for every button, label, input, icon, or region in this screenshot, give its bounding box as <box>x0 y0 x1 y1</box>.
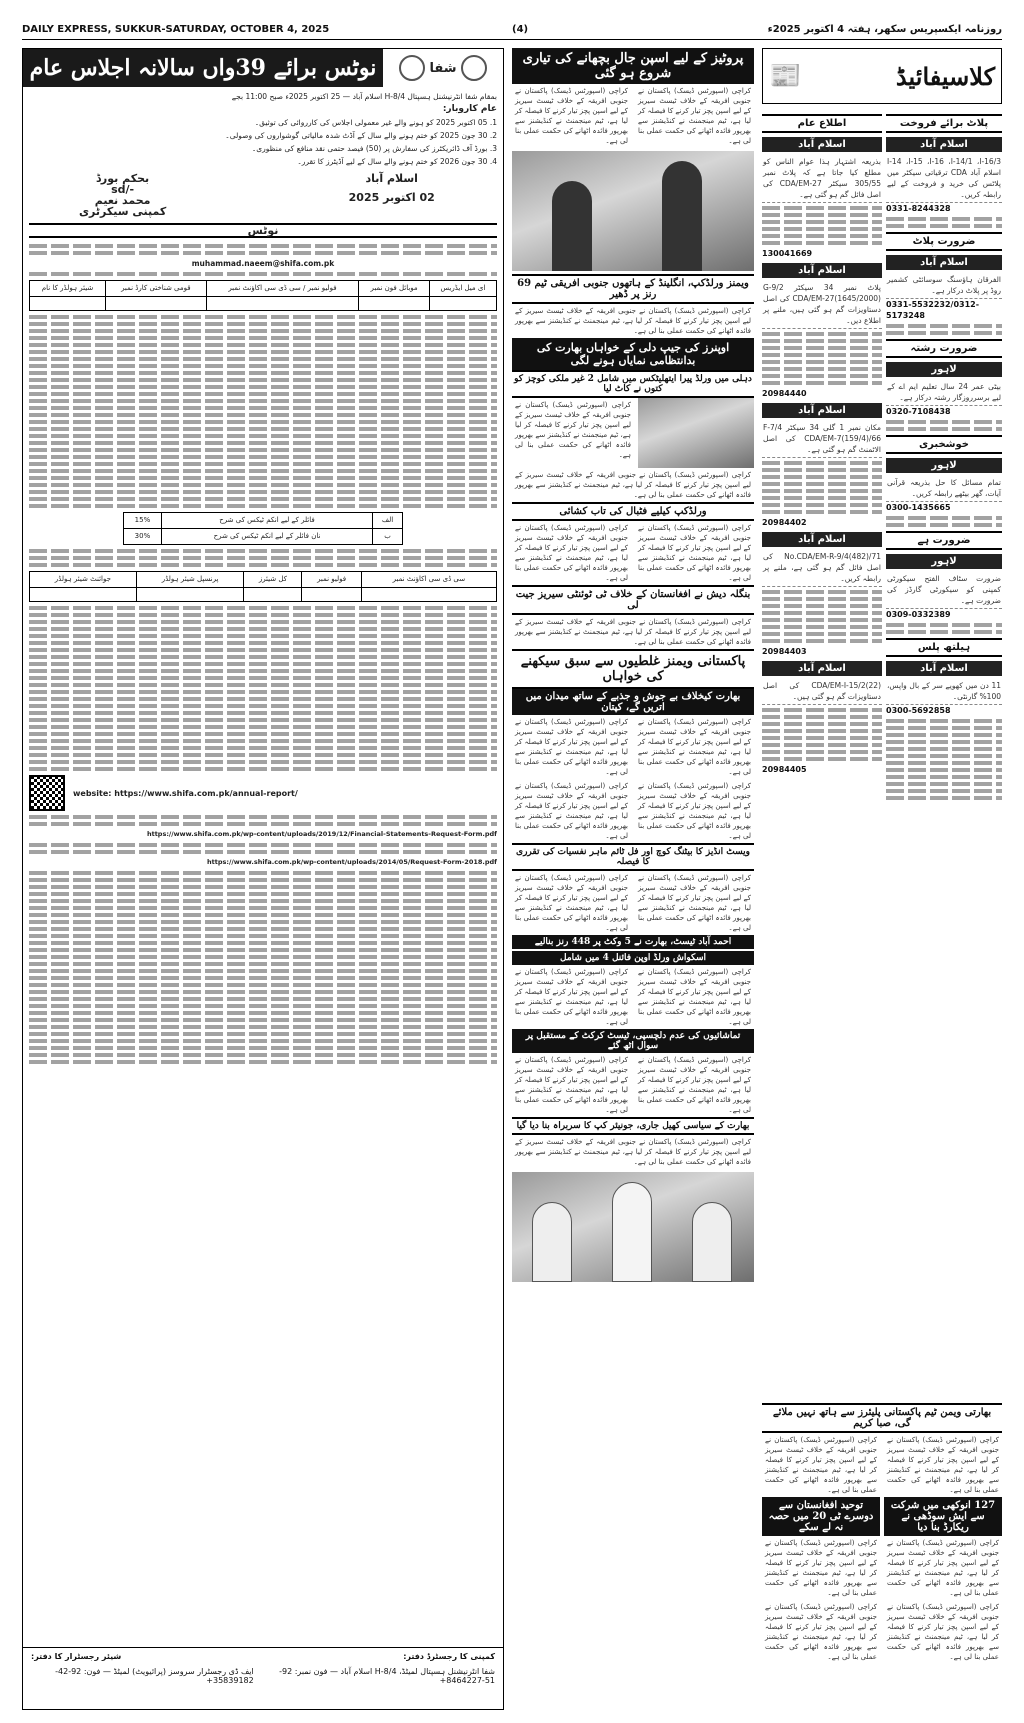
meeting-line: بمقام شفا انٹرنیشنل ہسپتال H-8/4 اسلام آباد — 25 اکتوبر 2025ء صبح 11:00 بجے <box>231 92 497 101</box>
rate-key: ب <box>372 529 403 545</box>
section-city: اسلام آباد <box>886 661 1002 676</box>
article-body: کراچی (اسپورٹس ڈیسک) پاکستان نے جنوبی افریقہ کے خلاف ٹیسٹ سیریز کے لیے اسپن پچز تیار کرنے کا فیصلہ کر لیا ہے، ٹیم مینجمنٹ نے کنڈیشنز سے بھرپور فائدہ اٹھانے کی حکمت عملی بنا لی ہے۔ <box>515 718 628 776</box>
table-header: فولیو نمبر / سی ڈی سی اکاؤنٹ نمبر <box>206 281 359 297</box>
section-title: ہیلتھ پلس <box>886 638 1002 657</box>
ad-text: 11 دن میں کھویے سر کے بال واپس، 100% گارنٹی۔ <box>886 678 1002 705</box>
ad-text: I-14 ،I-15 ،I-16 ،I-14/1 ،I-16/3 اسلام آباد CDA ترقیاتی سیکٹر میں پلاٹس کی خرید و فروخت کے لیے رابطہ کریں۔ <box>886 154 1002 203</box>
ad-phone: 20984402 <box>762 518 807 527</box>
article-body: کراچی (اسپورٹس ڈیسک) پاکستان نے جنوبی افریقہ کے خلاف ٹیسٹ سیریز کے لیے اسپن پچز تیار کرنے کا فیصلہ کر لیا ہے، ٹیم مینجمنٹ نے کنڈیشنز سے بھرپور فائدہ اٹھانے کی حکمت عملی بنا لی ہے۔ <box>765 1603 877 1661</box>
masthead-right: روزنامہ ایکسپریس سکھر، ہفتہ 4 اکتوبر 2025ء <box>767 24 1002 35</box>
notice-date: 02 اکتوبر 2025 <box>348 191 435 204</box>
article-body: کراچی (اسپورٹس ڈیسک) پاکستان نے جنوبی افریقہ کے خلاف ٹیسٹ سیریز کے لیے اسپن پچز تیار کرنے کا فیصلہ کر لیا ہے، ٹیم مینجمنٹ نے کنڈیشنز سے بھرپور فائدہ اٹھانے کی حکمت عملی بنا لی ہے۔ <box>515 968 628 1026</box>
headline: اسکواش ورلڈ اوپن فائنل 4 میں شامل <box>512 951 754 965</box>
registrar-head: شیئر رجسٹرار کا دفتر: <box>31 1652 122 1661</box>
section-city: اسلام آباد <box>762 661 882 676</box>
section-title: ضرورت رشتہ <box>886 339 1002 358</box>
ad-phone: 0300-1435665 <box>886 503 951 512</box>
ad-phone: 0309-0332389 <box>886 610 951 619</box>
ad-text: تمام مسائل کا حل بذریعہ قرآنی آیات، گھر بیٹھے رابطہ کریں۔ <box>886 475 1002 502</box>
rate-value: 15% <box>123 513 162 529</box>
joint-holder-table <box>29 571 497 602</box>
agm-notice <box>22 48 504 1710</box>
article-body: کراچی (اسپورٹس ڈیسک) پاکستان نے جنوبی افریقہ کے خلاف ٹیسٹ سیریز کے لیے اسپن پچز تیار کرنے کا فیصلہ کر لیا ہے، ٹیم مینجمنٹ نے کنڈیشنز سے بھرپور فائدہ اٹھانے کی حکمت عملی بنا لی ہے۔ <box>515 307 751 335</box>
secretary-title: کمپنی سیکرٹری <box>78 205 167 218</box>
notice-footer <box>23 1647 503 1709</box>
headline: بنگلہ دیش نے افغانستان کے خلاف ٹی ٹوئنٹی سیریز جیت لی <box>512 585 754 615</box>
agenda-item: 4. 30 جون 2026 کو ختم ہونے والے سال کے لیے آڈیٹرز کا تقرر۔ <box>297 157 497 166</box>
article-body: کراچی (اسپورٹس ڈیسک) پاکستان نے جنوبی افریقہ کے خلاف ٹیسٹ سیریز کے لیے اسپن پچز تیار کرنے کا فیصلہ کر لیا ہے، ٹیم مینجمنٹ نے کنڈیشنز سے بھرپور فائدہ اٹھانے کی حکمت عملی بنا لی ہے۔ <box>887 1436 999 1494</box>
headline: توحید افغانستان سے دوسرے ٹی 20 میں حصہ نہ لے سکے <box>762 1497 880 1536</box>
article-body: کراچی (اسپورٹس ڈیسک) پاکستان نے جنوبی افریقہ کے خلاف ٹیسٹ سیریز کے لیے اسپن پچز تیار کرنے کا فیصلہ کر لیا ہے، ٹیم مینجمنٹ نے کنڈیشنز سے بھرپور فائدہ اٹھانے کی حکمت عملی بنا لی ہے۔ <box>887 1603 999 1661</box>
article-body: کراچی (اسپورٹس ڈیسک) پاکستان نے جنوبی افریقہ کے خلاف ٹیسٹ سیریز کے لیے اسپن پچز تیار کرنے کا فیصلہ کر لیا ہے، ٹیم مینجمنٹ نے کنڈیشنز سے بھرپور فائدہ اٹھانے کی حکمت عملی بنا لی ہے۔ <box>765 1436 877 1494</box>
section-title: ضرورت پلاٹ <box>886 232 1002 251</box>
notice-title: نوٹس برائے 39واں سالانہ اجلاس عام <box>29 55 377 81</box>
ad-phone: 0331-8244328 <box>886 204 951 213</box>
headline: ویسٹ انڈیز کا بیٹنگ کوچ اور فل ٹائم ماہر نفسیات کی تقرری کا فیصلہ <box>512 843 754 871</box>
globe-icon <box>399 55 425 81</box>
section-city: لاہور <box>886 458 1002 473</box>
seal-icon <box>461 55 487 81</box>
masthead-left: DAILY EXPRESS, SUKKUR-SATURDAY, OCTOBER 4, 2025 <box>22 24 330 35</box>
table-header: جوائنٹ شیئر ہولڈر <box>30 572 137 588</box>
headline: اوپنرز کی جیپ دلی کے خواہاں بھارت کی بدانتظامی نمایاں ہونے لگی <box>512 338 754 370</box>
place: اسلام آباد <box>365 172 418 185</box>
ad-text: پلاٹ نمبر 34 سیکٹر G-9/2 CDA/EM-27(1645/2000) کی اصل دستاویزات گم ہو گئی ہیں، ملنے پر اطلاع دیں۔ <box>762 280 882 329</box>
section-title: پلاٹ برائے فروخت <box>886 114 1002 133</box>
qr-code[interactable] <box>29 775 65 811</box>
secretary-name: محمد نعیم <box>94 194 151 207</box>
headline: تماشائیوں کی عدم دلچسپی، ٹیسٹ کرکٹ کے مستقبل پر سوال اٹھ گئے <box>512 1029 754 1053</box>
agenda-head: عام کاروبار: <box>442 104 497 114</box>
section-city: لاہور <box>886 554 1002 569</box>
section-title: ضرورت ہے <box>886 531 1002 550</box>
rate-label: نان فائلر کے لیے انکم ٹیکس کی شرح <box>162 529 372 545</box>
section-title: خوشخبری <box>886 435 1002 454</box>
rate-key: الف <box>372 513 403 529</box>
registered-office: شفا انٹرنیشنل ہسپتال لمیٹڈ، H-8/4 اسلام آباد — فون نمبر: 92-51-8464227+ <box>279 1667 495 1685</box>
ad-phone: 20984440 <box>762 389 807 398</box>
article-body: کراچی (اسپورٹس ڈیسک) پاکستان نے جنوبی افریقہ کے خلاف ٹیسٹ سیریز کے لیے اسپن پچز تیار کرنے کا فیصلہ کر لیا ہے، ٹیم مینجمنٹ نے کنڈیشنز سے بھرپور فائدہ اٹھانے کی حکمت عملی بنا لی ہے۔ <box>515 401 631 459</box>
article-body: کراچی (اسپورٹس ڈیسک) پاکستان نے جنوبی افریقہ کے خلاف ٹیسٹ سیریز کے لیے اسپن پچز تیار کرنے کا فیصلہ کر لیا ہے، ٹیم مینجمنٹ نے کنڈیشنز سے بھرپور فائدہ اٹھانے کی حکمت عملی بنا لی ہے۔ <box>515 618 751 646</box>
secretary-email[interactable]: muhammad.naeem@shifa.com.pk <box>191 259 335 268</box>
ad-text: بیٹی عمر 24 سال تعلیم ایم اے کے لیے برسرروزگار رشتہ درکار ہے۔ <box>886 379 1002 406</box>
ad-phone: 20984403 <box>762 647 807 656</box>
shareholder-info-table <box>29 280 497 311</box>
dog-photo <box>638 398 754 468</box>
by-order: بحکم بورڈ <box>96 172 150 185</box>
rate-label: فائلر کے لیے انکم ٹیکس کی شرح <box>162 513 372 529</box>
article-body: کراچی (اسپورٹس ڈیسک) پاکستان نے جنوبی افریقہ کے خلاف ٹیسٹ سیریز کے لیے اسپن پچز تیار کرنے کا فیصلہ کر لیا ہے، ٹیم مینجمنٹ نے کنڈیشنز سے بھرپور فائدہ اٹھانے کی حکمت عملی بنا لی ہے۔ <box>638 524 751 582</box>
form-link[interactable]: https://www.shifa.com.pk/wp-content/uploads/2019/12/Financial-Statements-Request-Form.pdf <box>146 830 497 838</box>
newspaper-icon: 📰 <box>769 61 802 91</box>
agenda-item: 1. 05 اکتوبر 2025 کو ہونے والے غیر معمولی اجلاس کی کارروائی کی توثیق۔ <box>254 118 497 127</box>
classified-title: کلاسیفائیڈ <box>895 61 995 91</box>
article-body: کراچی (اسپورٹس ڈیسک) پاکستان نے جنوبی افریقہ کے خلاف ٹیسٹ سیریز کے لیے اسپن پچز تیار کرنے کا فیصلہ کر لیا ہے، ٹیم مینجمنٹ نے کنڈیشنز سے بھرپور فائدہ اٹھانے کی حکمت عملی بنا لی ہے۔ <box>515 471 751 499</box>
article-body: کراچی (اسپورٹس ڈیسک) پاکستان نے جنوبی افریقہ کے خلاف ٹیسٹ سیریز کے لیے اسپن پچز تیار کرنے کا فیصلہ کر لیا ہے، ٹیم مینجمنٹ نے کنڈیشنز سے بھرپور فائدہ اٹھانے کی حکمت عملی بنا لی ہے۔ <box>638 718 751 776</box>
section-city: اسلام آباد <box>762 263 882 278</box>
agenda-item: 3. بورڈ آف ڈائریکٹرز کی سفارش پر (50) فیصد حتمی نقد منافع کی منظوری۔ <box>251 144 497 153</box>
article-body: کراچی (اسپورٹس ڈیسک) پاکستان نے جنوبی افریقہ کے خلاف ٹیسٹ سیریز کے لیے اسپن پچز تیار کرنے کا فیصلہ کر لیا ہے، ٹیم مینجمنٹ نے کنڈیشنز سے بھرپور فائدہ اٹھانے کی حکمت عملی بنا لی ہے۔ <box>638 87 751 145</box>
article-body: کراچی (اسپورٹس ڈیسک) پاکستان نے جنوبی افریقہ کے خلاف ٹیسٹ سیریز کے لیے اسپن پچز تیار کرنے کا فیصلہ کر لیا ہے، ٹیم مینجمنٹ نے کنڈیشنز سے بھرپور فائدہ اٹھانے کی حکمت عملی بنا لی ہے۔ <box>515 1056 628 1114</box>
ad-phone: 0320-7108438 <box>886 407 951 416</box>
table-header: پرنسپل شیئر ہولڈر <box>136 572 244 588</box>
cricket-photo <box>512 151 754 271</box>
section-city: لاہور <box>886 362 1002 377</box>
ad-phone: 0300-5692858 <box>886 706 951 715</box>
notes-heading: نوٹس <box>29 223 497 238</box>
table-header: قومی شناختی کارڈ نمبر <box>106 281 207 297</box>
headline: پاکستانی ویمنز غلطیوں سے سبق سیکھنے کی خواہاں <box>512 649 754 689</box>
page-number: (4) <box>512 24 529 35</box>
ads-column <box>886 110 1002 803</box>
table-header: فولیو نمبر <box>302 572 361 588</box>
section-city: اسلام آباد <box>762 403 882 418</box>
signature: sd/- <box>111 183 135 196</box>
section-city: اسلام آباد <box>886 137 1002 152</box>
ad-text: No.CDA/EM-R-9/4(482)/71 کی اصل فائل گم ہو گئی ہے، ملنے پر رابطہ کریں۔ <box>762 549 882 587</box>
headline: دہلی میں ورلڈ پیرا ایتھلیٹکس میں شامل 2 غیر ملکی کوچز کو کتوں نے کاٹ لیا <box>512 370 754 398</box>
article-body: کراچی (اسپورٹس ڈیسک) پاکستان نے جنوبی افریقہ کے خلاف ٹیسٹ سیریز کے لیے اسپن پچز تیار کرنے کا فیصلہ کر لیا ہے، ٹیم مینجمنٹ نے کنڈیشنز سے بھرپور فائدہ اٹھانے کی حکمت عملی بنا لی ہے۔ <box>887 1539 999 1597</box>
section-city: اسلام آباد <box>886 255 1002 270</box>
article-body: کراچی (اسپورٹس ڈیسک) پاکستان نے جنوبی افریقہ کے خلاف ٹیسٹ سیریز کے لیے اسپن پچز تیار کرنے کا فیصلہ کر لیا ہے، ٹیم مینجمنٹ نے کنڈیشنز سے بھرپور فائدہ اٹھانے کی حکمت عملی بنا لی ہے۔ <box>765 1539 877 1597</box>
form-link[interactable]: https://www.shifa.com.pk/wp-content/uploads/2014/05/Request-Form-2018.pdf <box>207 858 497 866</box>
table-header: شیئر ہولڈر کا نام <box>30 281 106 297</box>
agenda-item: 2. 30 جون 2025 کو ختم ہونے والے سال کے آڈٹ شدہ مالیاتی گوشواروں کی وصولی۔ <box>225 131 497 140</box>
article-body: کراچی (اسپورٹس ڈیسک) پاکستان نے جنوبی افریقہ کے خلاف ٹیسٹ سیریز کے لیے اسپن پچز تیار کرنے کا فیصلہ کر لیا ہے، ٹیم مینجمنٹ نے کنڈیشنز سے بھرپور فائدہ اٹھانے کی حکمت عملی بنا لی ہے۔ <box>515 524 628 582</box>
ad-phone: 0331-5532232/0312-5173248 <box>886 300 980 320</box>
section-city: اسلام آباد <box>762 137 882 152</box>
ad-text: ضرورت سٹاف الفتح سیکورٹی کمپنی کو سیکورٹی گارڈز کی ضرورت ہے۔ <box>886 571 1002 609</box>
notices-column <box>762 110 882 775</box>
headline: ویمنز ورلڈکپ، انگلینڈ کے ہاتھوں جنوبی افریقی ٹیم 69 رنز پر ڈھیر <box>512 274 754 304</box>
section-city: اسلام آباد <box>762 532 882 547</box>
article-body: کراچی (اسپورٹس ڈیسک) پاکستان نے جنوبی افریقہ کے خلاف ٹیسٹ سیریز کے لیے اسپن پچز تیار کرنے کا فیصلہ کر لیا ہے، ٹیم مینجمنٹ نے کنڈیشنز سے بھرپور فائدہ اٹھانے کی حکمت عملی بنا لی ہے۔ <box>638 874 751 932</box>
shifa-logo <box>383 49 503 87</box>
ad-phone: 20984405 <box>762 765 807 774</box>
tax-rate-table <box>123 512 404 545</box>
ad-text: بذریعہ اشتہار ہذا عوام الناس کو مطلع کیا جاتا ہے کہ پلاٹ نمبر 305/55 سیکٹر CDA/EM-27 کی اصل فائل گم ہو گئی ہے۔ <box>762 154 882 203</box>
article-body: کراچی (اسپورٹس ڈیسک) پاکستان نے جنوبی افریقہ کے خلاف ٹیسٹ سیریز کے لیے اسپن پچز تیار کرنے کا فیصلہ کر لیا ہے، ٹیم مینجمنٹ نے کنڈیشنز سے بھرپور فائدہ اٹھانے کی حکمت عملی بنا لی ہے۔ <box>515 87 628 145</box>
article-body: کراچی (اسپورٹس ڈیسک) پاکستان نے جنوبی افریقہ کے خلاف ٹیسٹ سیریز کے لیے اسپن پچز تیار کرنے کا فیصلہ کر لیا ہے، ٹیم مینجمنٹ نے کنڈیشنز سے بھرپور فائدہ اٹھانے کی حکمت عملی بنا لی ہے۔ <box>638 968 751 1026</box>
headline: 127 انوکھی میں شرکت سے ایش سوڈھی نے ریکارڈ بنا دیا <box>884 1497 1002 1536</box>
ad-phone: 130041669 <box>762 249 813 258</box>
masthead <box>22 22 1002 40</box>
company-short: شفا <box>429 60 457 76</box>
article-body: کراچی (اسپورٹس ڈیسک) پاکستان نے جنوبی افریقہ کے خلاف ٹیسٹ سیریز کے لیے اسپن پچز تیار کرنے کا فیصلہ کر لیا ہے، ٹیم مینجمنٹ نے کنڈیشنز سے بھرپور فائدہ اٹھانے کی حکمت عملی بنا لی ہے۔ <box>515 782 628 840</box>
registered-office-head: کمپنی کا رجسٹرڈ دفتر: <box>403 1652 495 1661</box>
classified-column <box>762 48 1002 1710</box>
website-link[interactable]: website: https://www.shifa.com.pk/annual-report/ <box>73 788 298 798</box>
article-body: کراچی (اسپورٹس ڈیسک) پاکستان نے جنوبی افریقہ کے خلاف ٹیسٹ سیریز کے لیے اسپن پچز تیار کرنے کا فیصلہ کر لیا ہے، ٹیم مینجمنٹ نے کنڈیشنز سے بھرپور فائدہ اٹھانے کی حکمت عملی بنا لی ہے۔ <box>515 1138 751 1166</box>
classified-banner <box>762 48 1002 104</box>
headline: ورلڈکپ کیلیے فٹبال کی تاب کشائی <box>512 502 754 521</box>
registrar-office: ایف ڈی رجسٹرار سروسز (پرائیویٹ) لمیٹڈ — فون: 92-42-35839182+ <box>55 1667 254 1685</box>
table-header: کل شیئرز <box>244 572 302 588</box>
article-body: کراچی (اسپورٹس ڈیسک) پاکستان نے جنوبی افریقہ کے خلاف ٹیسٹ سیریز کے لیے اسپن پچز تیار کرنے کا فیصلہ کر لیا ہے، ٹیم مینجمنٹ نے کنڈیشنز سے بھرپور فائدہ اٹھانے کی حکمت عملی بنا لی ہے۔ <box>638 782 751 840</box>
notice-header <box>23 49 503 87</box>
rate-value: 30% <box>123 529 162 545</box>
headline: احمد آباد ٹیسٹ، بھارت نے 5 وکٹ پر 448 رنز بنالیے <box>512 935 754 949</box>
headline: بھارت کے سیاسی کھیل جاری، جونیئر کپ کا سربراہ بنا دیا گیا <box>512 1117 754 1135</box>
headline: بھارت کیخلاف بے جوش و جذبے کے ساتھ میدان میں اتریں گے، کپتان <box>512 689 754 715</box>
ad-text: CDA/EM-I-15/2(22) کی اصل دستاویزات گم ہو گئی ہیں۔ <box>762 678 882 705</box>
ad-text: الفرقان ہاؤسنگ سوسائٹی کشمیر روڈ پر پلاٹ درکار ہے۔ <box>886 272 1002 299</box>
section-title: اطلاع عام <box>762 114 882 133</box>
sports-column <box>512 48 754 1710</box>
article-body: کراچی (اسپورٹس ڈیسک) پاکستان نے جنوبی افریقہ کے خلاف ٹیسٹ سیریز کے لیے اسپن پچز تیار کرنے کا فیصلہ کر لیا ہے، ٹیم مینجمنٹ نے کنڈیشنز سے بھرپور فائدہ اٹھانے کی حکمت عملی بنا لی ہے۔ <box>515 874 628 932</box>
article-body: کراچی (اسپورٹس ڈیسک) پاکستان نے جنوبی افریقہ کے خلاف ٹیسٹ سیریز کے لیے اسپن پچز تیار کرنے کا فیصلہ کر لیا ہے، ٹیم مینجمنٹ نے کنڈیشنز سے بھرپور فائدہ اٹھانے کی حکمت عملی بنا لی ہے۔ <box>638 1056 751 1114</box>
bottom-sports-strip <box>762 1403 1002 1664</box>
table-header: سی ڈی سی اکاؤنٹ نمبر <box>361 572 496 588</box>
headline: پروٹیز کے لیے اسپن جال بچھانے کی تیاری شروع ہو گئی <box>512 48 754 84</box>
table-header: موبائل فون نمبر <box>359 281 429 297</box>
headline: بھارتی ویمن ٹیم پاکستانی پلیئرز سے ہاتھ نہیں ملائے گی، صبا کریم <box>762 1403 1002 1433</box>
players-photo <box>512 1172 754 1282</box>
ad-text: مکان نمبر 1 گلی 34 سیکٹر F-7/4 CDA/EM-7(159/4)/66 کی اصل الاٹمنٹ گم ہو گئی ہے۔ <box>762 420 882 458</box>
table-header: ای میل ایڈریس <box>429 281 496 297</box>
